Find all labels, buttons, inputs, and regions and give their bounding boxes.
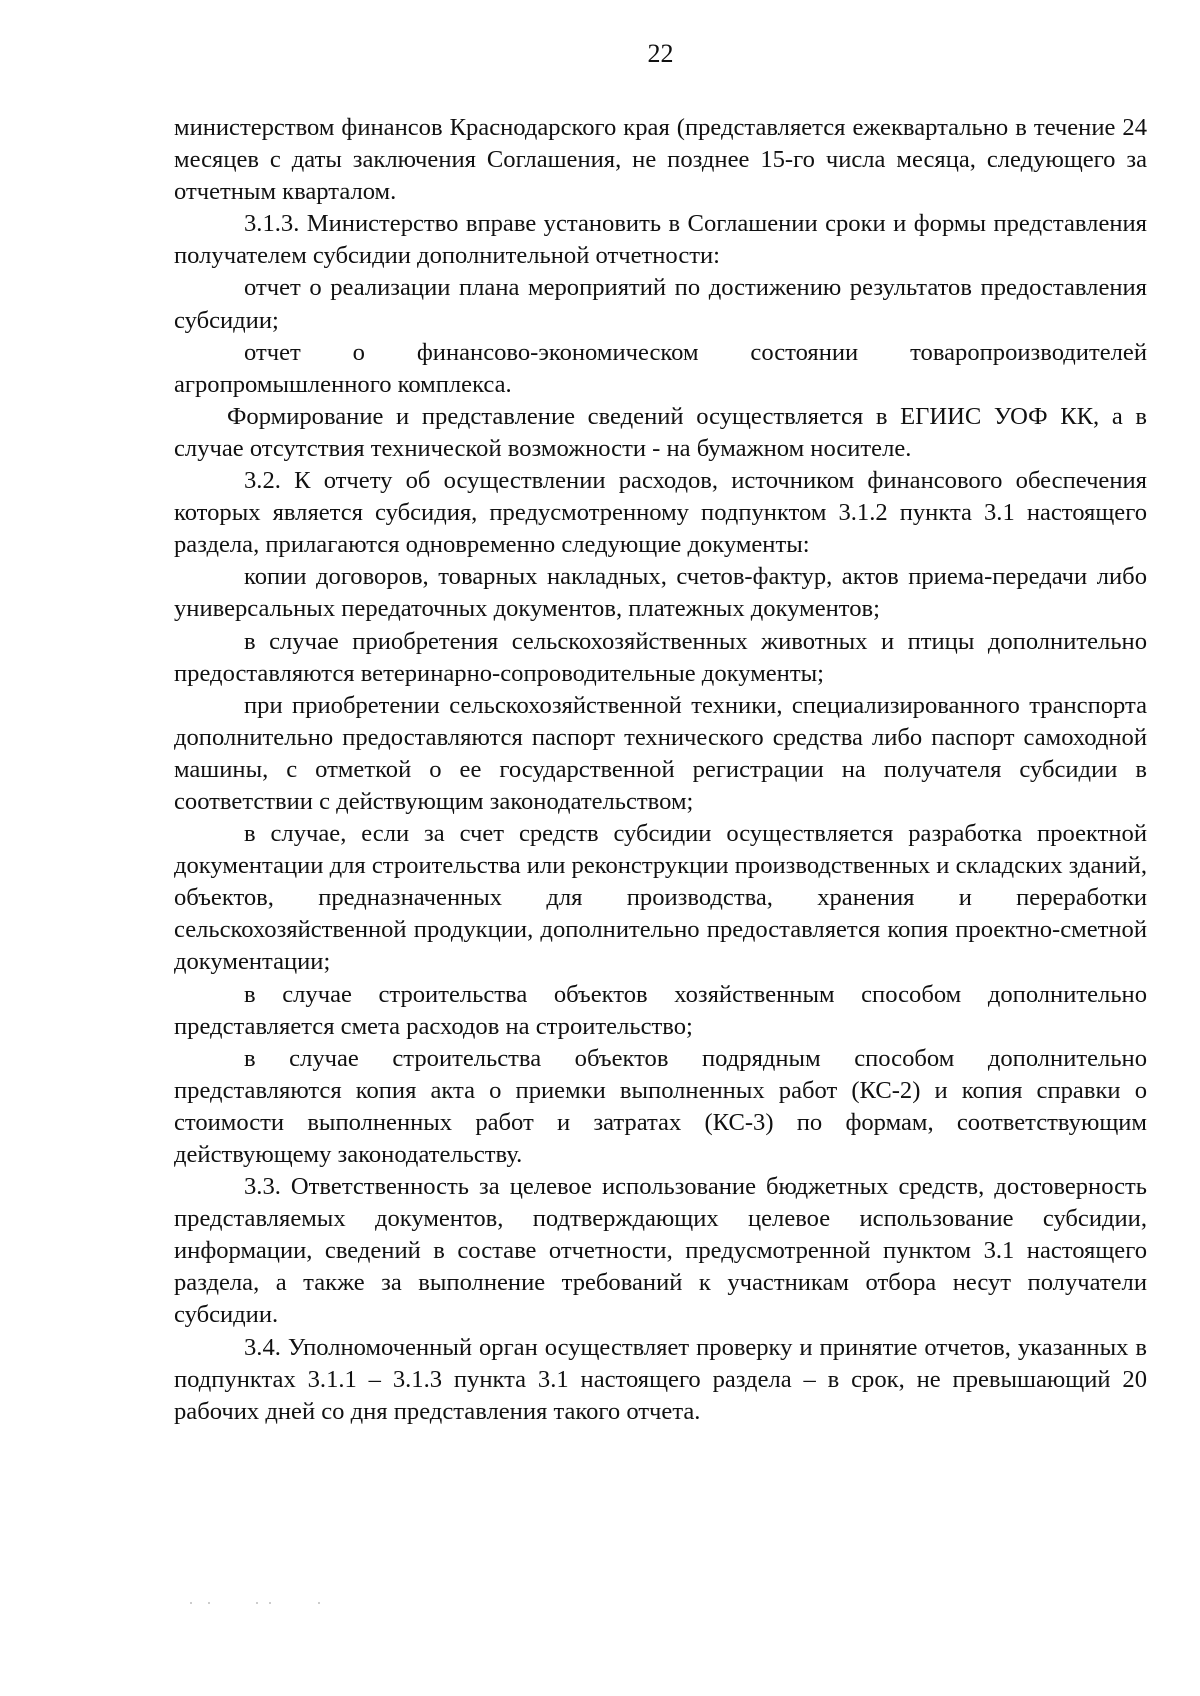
paragraph-3-1-3: 3.1.3. Министерство вправе установить в Соглашении сроки и формы представления получателем субсидии дополнительной отчетности: bbox=[174, 210, 1147, 270]
paragraph-report-plan: отчет о реализации плана мероприятий по достижению результатов предоставления субсидии; bbox=[174, 274, 1147, 334]
paragraph-3-4: 3.4. Уполномоченный орган осуществляет проверку и принятие отчетов, указанных в подпунктах 3.1.1 – 3.1.3 пункта 3.1 настоящего раздела – в срок, не превышающий 20 рабочих дней со дня представления такого отчета. bbox=[174, 1333, 1147, 1425]
scan-specks bbox=[190, 1598, 340, 1608]
document-body bbox=[174, 112, 1147, 1428]
paragraph-machinery: при приобретении сельскохозяйственной техники, специализированного транспорта дополнительно предоставляются паспорт технического средства либо паспорт самоходной машины, с отметкой о ее государственной регистрации на получателя субсидии в соответствии с действующим законодательством; bbox=[174, 691, 1147, 815]
document-page bbox=[174, 0, 1147, 1696]
paragraph-continuation: министерством финансов Краснодарского края (представляется ежеквартально в течение 24 месяцев с даты заключения Соглашения, не позднее 15-го числа месяца, следующего за отчетным кварталом. bbox=[174, 114, 1147, 206]
paragraph-formation: Формирование и представление сведений осуществляется в ЕГИИС УОФ КК, а в случае отсутствия технической возможности - на бумажном носителе. bbox=[174, 402, 1147, 462]
paragraph-design-docs: в случае, если за счет средств субсидии осуществляется разработка проектной документации для строительства или реконструкции производственных и складских зданий, объектов, предназначенных для производства, хранения и переработки сельскохозяйственной продукции, дополнительно предоставляется копия проектно-сметной документации; bbox=[174, 820, 1147, 976]
paragraph-3-3: 3.3. Ответственность за целевое использование бюджетных средств, достоверность представляемых документов, подтверждающих целевое использование субсидии, информации, сведений в составе отчетности, предусмотренной пунктом 3.1 настоящего раздела, а также за выполнение требований к участникам отбора несут получатели субсидии. bbox=[174, 1173, 1147, 1329]
paragraph-contract-copies: копии договоров, товарных накладных, счетов-фактур, актов приема-передачи либо универсальных передаточных документов, платежных документов; bbox=[174, 563, 1147, 623]
paragraph-own-construction: в случае строительства объектов хозяйственным способом дополнительно представляется смета расходов на строительство; bbox=[174, 980, 1147, 1040]
paragraph-animals: в случае приобретения сельскохозяйственных животных и птицы дополнительно предоставляются ветеринарно-сопроводительные документы; bbox=[174, 627, 1147, 687]
paragraph-contract-construction: в случае строительства объектов подрядным способом дополнительно представляются копия акта о приемки выполненных работ (КС-2) и копия справки о стоимости выполненных работ и затратах (КС-3) по формам, соответствующим действующему законодательству. bbox=[174, 1044, 1147, 1168]
paragraph-report-financial: отчет о финансово-экономическом состоянии товаропроизводителей агропромышленного комплекса. bbox=[174, 338, 1147, 398]
paragraph-3-2: 3.2. К отчету об осуществлении расходов, источником финансового обеспечения которых является субсидия, предусмотренному подпунктом 3.1.2 пункта 3.1 настоящего раздела, прилагаются одновременно следующие документы: bbox=[174, 467, 1147, 559]
page-number: 22 bbox=[647, 39, 674, 68]
